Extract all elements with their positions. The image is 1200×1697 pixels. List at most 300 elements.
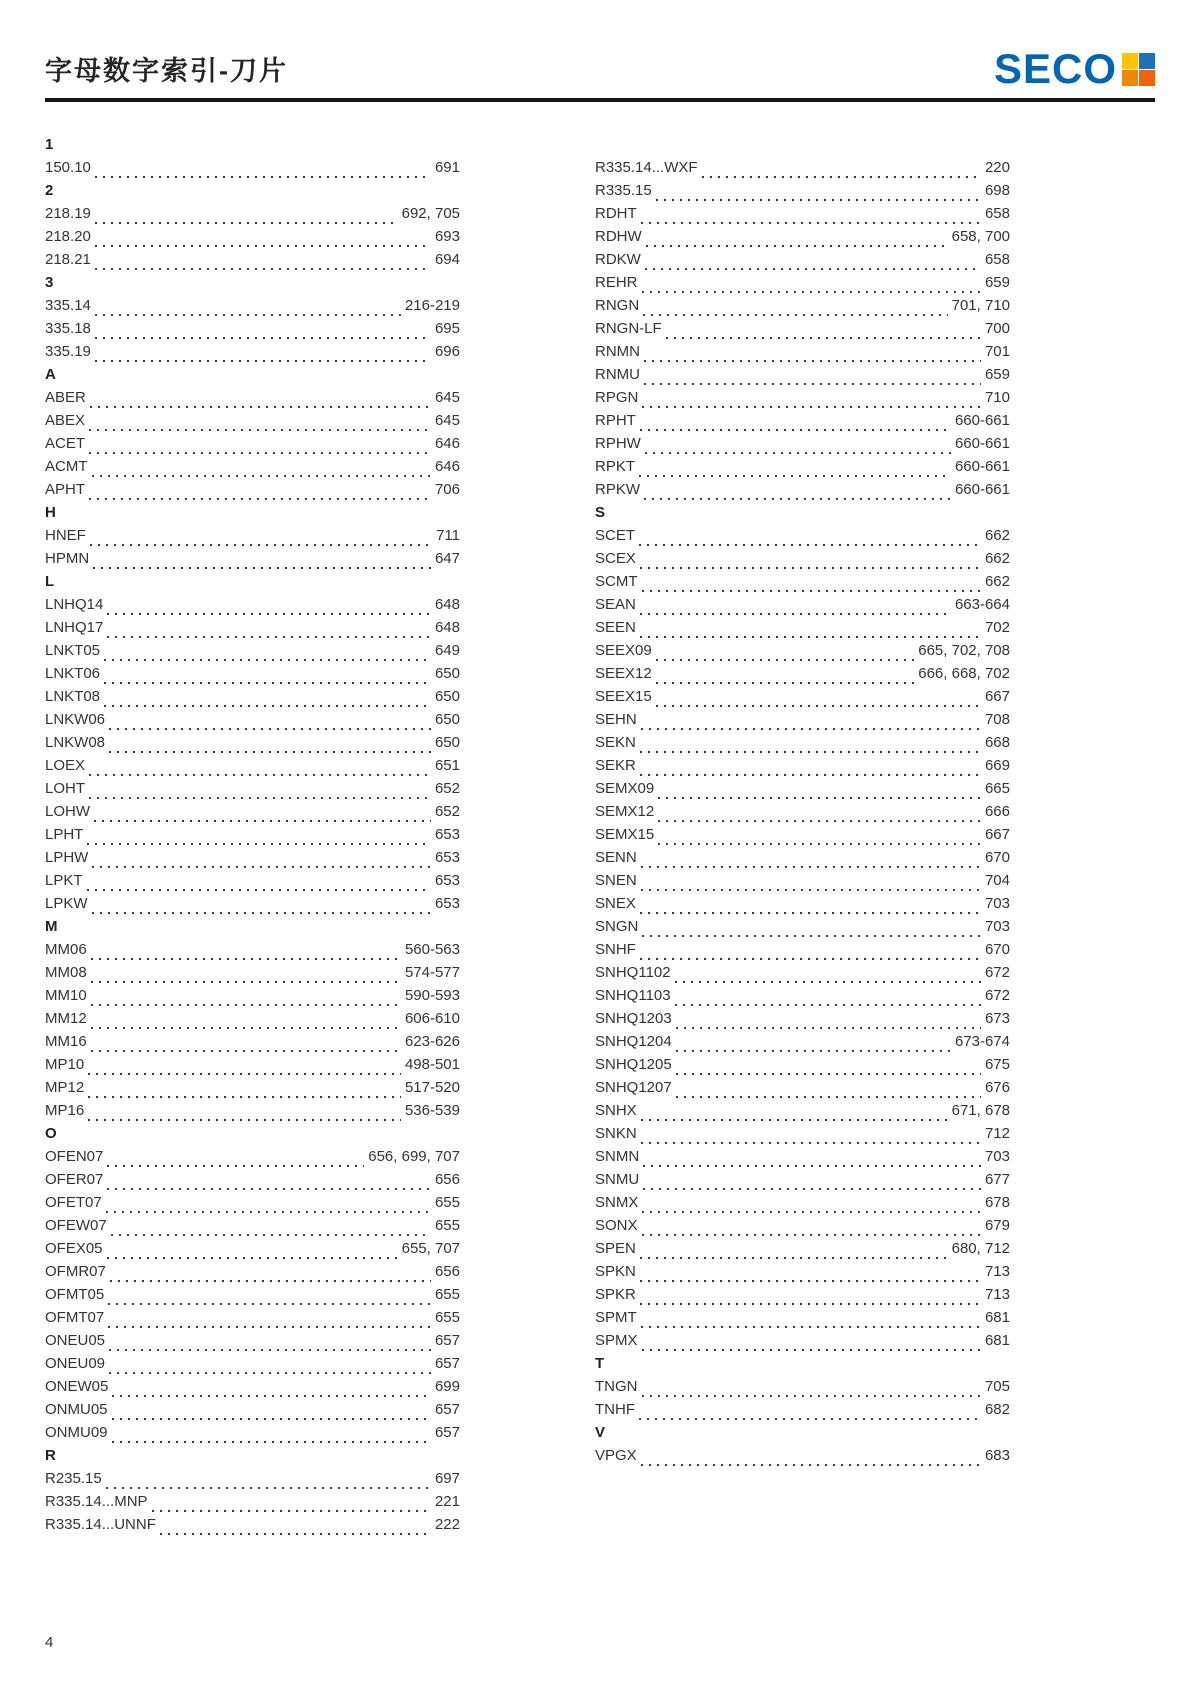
dot-leader bbox=[640, 1280, 981, 1282]
entry-name: RPGN bbox=[595, 389, 639, 406]
dot-leader bbox=[92, 475, 431, 477]
entry-name: LOEX bbox=[45, 757, 86, 774]
entry-name: 218.21 bbox=[45, 251, 91, 268]
index-entry bbox=[45, 435, 460, 458]
index-section-letter: L bbox=[45, 573, 55, 590]
entry-name: LNKT06 bbox=[45, 665, 101, 682]
dot-leader bbox=[644, 498, 951, 500]
index-entry bbox=[595, 849, 1010, 872]
entry-page-numbers: 650 bbox=[434, 688, 460, 705]
dot-leader bbox=[639, 1418, 981, 1420]
index-columns bbox=[45, 136, 1155, 1539]
index-entry bbox=[595, 228, 1010, 251]
index-entry bbox=[595, 987, 1010, 1010]
entry-name: SPMT bbox=[595, 1309, 637, 1326]
entry-page-numbers: 702 bbox=[984, 619, 1010, 636]
entry-page-numbers: 650 bbox=[434, 711, 460, 728]
entry-name: SEEN bbox=[595, 619, 636, 636]
dot-leader bbox=[92, 912, 431, 914]
dot-leader bbox=[95, 176, 431, 178]
entry-name: LNKW06 bbox=[45, 711, 106, 728]
entry-name: HPMN bbox=[45, 550, 90, 567]
entry-name: R335.15 bbox=[595, 182, 652, 199]
index-entry bbox=[45, 895, 460, 918]
entry-page-numbers: 560-563 bbox=[404, 941, 460, 958]
entry-page-numbers: 697 bbox=[434, 1470, 460, 1487]
entry-page-numbers: 658 bbox=[984, 205, 1010, 222]
entry-page-numbers: 647 bbox=[434, 550, 460, 567]
entry-name: RPHT bbox=[595, 412, 636, 429]
entry-page-numbers: 656 bbox=[434, 1171, 460, 1188]
dot-leader bbox=[91, 958, 401, 960]
entry-name: RPHW bbox=[595, 435, 641, 452]
dot-leader bbox=[641, 889, 981, 891]
index-entry bbox=[45, 550, 460, 573]
index-entry bbox=[595, 1240, 1010, 1263]
dot-leader bbox=[109, 1349, 431, 1351]
index-entry bbox=[45, 1493, 460, 1516]
entry-name: RDHT bbox=[595, 205, 637, 222]
entry-page-numbers: 696 bbox=[434, 343, 460, 360]
index-entry bbox=[45, 251, 460, 274]
entry-name: 335.18 bbox=[45, 320, 91, 337]
entry-page-numbers: 623-626 bbox=[404, 1033, 460, 1050]
dot-leader bbox=[106, 1487, 431, 1489]
dot-leader bbox=[640, 1257, 948, 1259]
dot-leader bbox=[88, 1073, 401, 1075]
index-entry bbox=[595, 573, 1010, 596]
dot-leader bbox=[656, 199, 981, 201]
logo-square bbox=[1139, 53, 1155, 69]
index-entry bbox=[45, 757, 460, 780]
index-entry bbox=[45, 1240, 460, 1263]
entry-name: RPKW bbox=[595, 481, 640, 498]
entry-name: SPKR bbox=[595, 1286, 636, 1303]
dot-leader bbox=[87, 843, 431, 845]
dot-leader bbox=[658, 797, 981, 799]
dot-leader bbox=[95, 245, 431, 247]
entry-name: LNHQ17 bbox=[45, 619, 104, 636]
entry-page-numbers: 659 bbox=[984, 366, 1010, 383]
entry-page-numbers: 668 bbox=[984, 734, 1010, 751]
index-entry bbox=[45, 1309, 460, 1332]
entry-page-numbers: 711 bbox=[436, 527, 460, 544]
index-entry bbox=[45, 1286, 460, 1309]
index-column-left bbox=[45, 136, 460, 1539]
entry-name: OFEN07 bbox=[45, 1148, 104, 1165]
entry-page-numbers: 655 bbox=[434, 1309, 460, 1326]
index-entry bbox=[45, 1033, 460, 1056]
index-entry bbox=[595, 780, 1010, 803]
entry-page-numbers: 681 bbox=[984, 1332, 1010, 1349]
seco-logo-mark-icon bbox=[1122, 53, 1155, 86]
index-section-letter: R bbox=[45, 1447, 56, 1464]
index-entry bbox=[595, 665, 1010, 688]
entry-name: SCET bbox=[595, 527, 636, 544]
dot-leader bbox=[640, 912, 981, 914]
dot-leader bbox=[640, 774, 981, 776]
index-entry bbox=[45, 780, 460, 803]
entry-page-numbers: 656, 699, 707 bbox=[368, 1148, 460, 1165]
index-entry bbox=[45, 964, 460, 987]
entry-page-numbers: 691 bbox=[434, 159, 460, 176]
index-section-letter: T bbox=[595, 1355, 605, 1372]
entry-page-numbers: 670 bbox=[984, 849, 1010, 866]
entry-page-numbers: 221 bbox=[434, 1493, 460, 1510]
dot-leader bbox=[676, 1050, 951, 1052]
index-entry bbox=[45, 1217, 460, 1240]
index-entry bbox=[595, 688, 1010, 711]
dot-leader bbox=[109, 728, 431, 730]
entry-name: OFMT07 bbox=[45, 1309, 105, 1326]
index-entry bbox=[595, 596, 1010, 619]
dot-leader bbox=[658, 820, 981, 822]
index-entry bbox=[595, 550, 1010, 573]
index-section-letter: 1 bbox=[45, 136, 54, 153]
index-entry bbox=[595, 205, 1010, 228]
index-entry bbox=[45, 343, 460, 366]
index-entry bbox=[595, 757, 1010, 780]
index-entry bbox=[45, 1010, 460, 1033]
entry-name: OFMR07 bbox=[45, 1263, 106, 1280]
entry-name: SEEX12 bbox=[595, 665, 652, 682]
entry-name: SNHQ1203 bbox=[595, 1010, 672, 1027]
index-entry bbox=[45, 642, 460, 665]
entry-name: HNEF bbox=[45, 527, 86, 544]
entry-page-numbers: 708 bbox=[984, 711, 1010, 728]
entry-name: RDHW bbox=[595, 228, 642, 245]
dot-leader bbox=[642, 1234, 981, 1236]
index-entry bbox=[595, 251, 1010, 274]
index-entry bbox=[45, 1470, 460, 1493]
dot-leader bbox=[107, 1188, 431, 1190]
dot-leader bbox=[110, 1280, 431, 1282]
entry-name: SNMX bbox=[595, 1194, 639, 1211]
dot-leader bbox=[641, 1142, 981, 1144]
entry-name: RPKT bbox=[595, 458, 636, 475]
dot-leader bbox=[656, 659, 915, 661]
index-entry bbox=[595, 1033, 1010, 1056]
entry-page-numbers: 699 bbox=[434, 1378, 460, 1395]
entry-name: SENN bbox=[595, 849, 637, 866]
index-section-letter: O bbox=[45, 1125, 57, 1142]
index-section-letter: S bbox=[595, 504, 606, 521]
entry-page-numbers: 656 bbox=[434, 1263, 460, 1280]
entry-name: SEMX15 bbox=[595, 826, 655, 843]
dot-leader bbox=[642, 291, 981, 293]
dot-leader bbox=[107, 1165, 364, 1167]
dot-leader bbox=[107, 1257, 398, 1259]
entry-page-numbers: 216-219 bbox=[404, 297, 460, 314]
index-entry bbox=[45, 1424, 460, 1447]
index-entry bbox=[595, 297, 1010, 320]
index-entry bbox=[595, 1332, 1010, 1355]
entry-name: LPKT bbox=[45, 872, 83, 889]
index-entry bbox=[45, 481, 460, 504]
entry-name: LOHT bbox=[45, 780, 86, 797]
entry-name: LOHW bbox=[45, 803, 90, 820]
entry-name: LNKT08 bbox=[45, 688, 101, 705]
index-entry bbox=[595, 918, 1010, 941]
dot-leader bbox=[94, 820, 431, 822]
entry-name: MM16 bbox=[45, 1033, 87, 1050]
entry-name: LNKW08 bbox=[45, 734, 106, 751]
dot-leader bbox=[640, 958, 981, 960]
entry-page-numbers: 222 bbox=[434, 1516, 460, 1533]
dot-leader bbox=[656, 705, 981, 707]
entry-name: OFET07 bbox=[45, 1194, 102, 1211]
dot-leader bbox=[643, 314, 947, 316]
entry-page-numbers: 648 bbox=[434, 596, 460, 613]
entry-page-numbers: 713 bbox=[984, 1263, 1010, 1280]
index-entry bbox=[595, 389, 1010, 412]
dot-leader bbox=[89, 452, 431, 454]
entry-page-numbers: 517-520 bbox=[404, 1079, 460, 1096]
index-entry bbox=[595, 1079, 1010, 1102]
entry-page-numbers: 498-501 bbox=[404, 1056, 460, 1073]
entry-name: SNHQ1204 bbox=[595, 1033, 672, 1050]
dot-leader bbox=[107, 613, 431, 615]
dot-leader bbox=[95, 360, 431, 362]
index-entry bbox=[45, 849, 460, 872]
entry-page-numbers: 705 bbox=[984, 1378, 1010, 1395]
dot-leader bbox=[641, 1326, 981, 1328]
index-entry bbox=[595, 872, 1010, 895]
entry-page-numbers: 662 bbox=[984, 527, 1010, 544]
dot-leader bbox=[642, 1395, 981, 1397]
entry-page-numbers: 645 bbox=[434, 389, 460, 406]
index-entry bbox=[595, 1010, 1010, 1033]
dot-leader bbox=[106, 1211, 431, 1213]
index-entry bbox=[45, 1401, 460, 1424]
entry-name: SEKR bbox=[595, 757, 636, 774]
entry-name: OFMT05 bbox=[45, 1286, 105, 1303]
index-entry bbox=[595, 1263, 1010, 1286]
entry-page-numbers: 676 bbox=[984, 1079, 1010, 1096]
index-entry bbox=[45, 665, 460, 688]
entry-page-numbers: 693 bbox=[434, 228, 460, 245]
entry-page-numbers: 648 bbox=[434, 619, 460, 636]
dot-leader bbox=[666, 337, 981, 339]
dot-leader bbox=[646, 245, 948, 247]
index-entry bbox=[45, 1516, 460, 1539]
page-footer bbox=[45, 1634, 53, 1651]
index-entry bbox=[595, 734, 1010, 757]
entry-page-numbers: 669 bbox=[984, 757, 1010, 774]
entry-name: R335.14...UNNF bbox=[45, 1516, 156, 1533]
logo-square bbox=[1122, 53, 1138, 69]
index-entry bbox=[45, 987, 460, 1010]
entry-name: R335.14...MNP bbox=[45, 1493, 148, 1510]
entry-page-numbers: 662 bbox=[984, 573, 1010, 590]
index-entry bbox=[45, 205, 460, 228]
page-number: 4 bbox=[45, 1634, 54, 1651]
entry-page-numbers: 655 bbox=[434, 1194, 460, 1211]
entry-name: MM08 bbox=[45, 964, 87, 981]
dot-leader bbox=[112, 1395, 431, 1397]
entry-page-numbers: 536-539 bbox=[404, 1102, 460, 1119]
index-entry bbox=[45, 619, 460, 642]
entry-name: ACET bbox=[45, 435, 86, 452]
index-entry bbox=[45, 389, 460, 412]
page-header bbox=[45, 38, 1155, 93]
dot-leader bbox=[643, 1165, 981, 1167]
entry-page-numbers: 657 bbox=[434, 1332, 460, 1349]
index-entry bbox=[45, 1378, 460, 1401]
index-entry bbox=[45, 1056, 460, 1079]
entry-page-numbers: 665 bbox=[984, 780, 1010, 797]
entry-page-numbers: 606-610 bbox=[404, 1010, 460, 1027]
entry-page-numbers: 683 bbox=[984, 1447, 1010, 1464]
index-entry bbox=[595, 1102, 1010, 1125]
index-entry bbox=[595, 343, 1010, 366]
entry-page-numbers: 660-661 bbox=[954, 481, 1010, 498]
entry-page-numbers: 675 bbox=[984, 1056, 1010, 1073]
dot-leader bbox=[89, 774, 431, 776]
entry-page-numbers: 667 bbox=[984, 826, 1010, 843]
dot-leader bbox=[640, 429, 951, 431]
index-entry bbox=[45, 711, 460, 734]
dot-leader bbox=[108, 1326, 431, 1328]
index-entry bbox=[45, 1263, 460, 1286]
entry-name: SONX bbox=[595, 1217, 638, 1234]
index-entry bbox=[45, 872, 460, 895]
index-entry bbox=[595, 711, 1010, 734]
entry-page-numbers: 649 bbox=[434, 642, 460, 659]
dot-leader bbox=[676, 1096, 981, 1098]
dot-leader bbox=[104, 682, 431, 684]
entry-name: SCEX bbox=[595, 550, 636, 567]
entry-name: LPKW bbox=[45, 895, 88, 912]
entry-name: SNHQ1207 bbox=[595, 1079, 672, 1096]
index-entry bbox=[595, 895, 1010, 918]
dot-leader bbox=[641, 1119, 948, 1121]
dot-leader bbox=[642, 1211, 981, 1213]
entry-page-numbers: 660-661 bbox=[954, 435, 1010, 452]
index-entry bbox=[45, 941, 460, 964]
index-entry bbox=[45, 527, 460, 550]
dot-leader bbox=[112, 1418, 431, 1420]
dot-leader bbox=[675, 981, 981, 983]
index-entry bbox=[595, 1148, 1010, 1171]
dot-leader bbox=[91, 981, 401, 983]
dot-leader bbox=[152, 1510, 431, 1512]
entry-page-numbers: 680, 712 bbox=[951, 1240, 1010, 1257]
entry-name: SNEX bbox=[595, 895, 636, 912]
index-entry bbox=[45, 412, 460, 435]
entry-name: REHR bbox=[595, 274, 638, 291]
entry-page-numbers: 672 bbox=[984, 964, 1010, 981]
entry-name: RNGN bbox=[595, 297, 640, 314]
entry-page-numbers: 679 bbox=[984, 1217, 1010, 1234]
index-entry bbox=[45, 159, 460, 182]
entry-name: SCMT bbox=[595, 573, 638, 590]
index-entry bbox=[45, 1194, 460, 1217]
entry-name: RDKW bbox=[595, 251, 641, 268]
entry-page-numbers: 657 bbox=[434, 1424, 460, 1441]
entry-page-numbers: 650 bbox=[434, 665, 460, 682]
entry-name: APHT bbox=[45, 481, 86, 498]
entry-name: RNMN bbox=[595, 343, 640, 360]
entry-name: OFEW07 bbox=[45, 1217, 107, 1234]
dot-leader bbox=[160, 1533, 431, 1535]
index-entry bbox=[595, 366, 1010, 389]
index-entry bbox=[595, 1217, 1010, 1240]
entry-page-numbers: 655 bbox=[434, 1217, 460, 1234]
entry-name: RNMU bbox=[595, 366, 640, 383]
entry-name: 218.19 bbox=[45, 205, 91, 222]
index-section-letter: A bbox=[45, 366, 56, 383]
entry-page-numbers: 673 bbox=[984, 1010, 1010, 1027]
dot-leader bbox=[108, 1303, 431, 1305]
entry-name: ABEX bbox=[45, 412, 86, 429]
index-entry bbox=[595, 826, 1010, 849]
index-entry bbox=[595, 964, 1010, 987]
dot-leader bbox=[88, 1096, 401, 1098]
entry-name: SEKN bbox=[595, 734, 636, 751]
index-entry bbox=[595, 1056, 1010, 1079]
dot-leader bbox=[644, 360, 981, 362]
index-entry bbox=[595, 458, 1010, 481]
dot-leader bbox=[90, 544, 432, 546]
entry-page-numbers: 672 bbox=[984, 987, 1010, 1004]
index-entry bbox=[45, 1102, 460, 1125]
entry-name: SEMX12 bbox=[595, 803, 655, 820]
index-entry bbox=[595, 803, 1010, 826]
entry-name: OFER07 bbox=[45, 1171, 104, 1188]
entry-page-numbers: 657 bbox=[434, 1355, 460, 1372]
entry-name: SEHN bbox=[595, 711, 637, 728]
entry-name: TNGN bbox=[595, 1378, 638, 1395]
index-entry bbox=[45, 688, 460, 711]
entry-name: SNHX bbox=[595, 1102, 637, 1119]
index-entry bbox=[45, 297, 460, 320]
entry-page-numbers: 670 bbox=[984, 941, 1010, 958]
dot-leader bbox=[658, 843, 981, 845]
index-entry bbox=[45, 1171, 460, 1194]
index-column-right bbox=[595, 136, 1010, 1539]
entry-name: MM12 bbox=[45, 1010, 87, 1027]
dot-leader bbox=[640, 751, 981, 753]
entry-page-numbers: 655 bbox=[434, 1286, 460, 1303]
entry-page-numbers: 713 bbox=[984, 1286, 1010, 1303]
entry-name: SNMU bbox=[595, 1171, 640, 1188]
index-entry bbox=[45, 1079, 460, 1102]
dot-leader bbox=[92, 866, 431, 868]
entry-name: MP10 bbox=[45, 1056, 85, 1073]
dot-leader bbox=[676, 1027, 981, 1029]
index-entry bbox=[595, 941, 1010, 964]
entry-page-numbers: 655, 707 bbox=[401, 1240, 460, 1257]
dot-leader bbox=[641, 866, 981, 868]
entry-name: SPKN bbox=[595, 1263, 636, 1280]
entry-page-numbers: 703 bbox=[984, 918, 1010, 935]
page-title: 字母数字索引-刀片 bbox=[45, 56, 288, 86]
entry-page-numbers: 703 bbox=[984, 895, 1010, 912]
entry-name: MM06 bbox=[45, 941, 87, 958]
index-entry bbox=[45, 1148, 460, 1171]
dot-leader bbox=[640, 1303, 981, 1305]
entry-name: ONEW05 bbox=[45, 1378, 109, 1395]
index-entry bbox=[595, 320, 1010, 343]
entry-page-numbers: 590-593 bbox=[404, 987, 460, 1004]
dot-leader bbox=[642, 406, 981, 408]
index-entry bbox=[595, 619, 1010, 642]
entry-name: LPHW bbox=[45, 849, 89, 866]
index-entry bbox=[45, 803, 460, 826]
dot-leader bbox=[95, 268, 431, 270]
seco-logo bbox=[993, 45, 1155, 93]
